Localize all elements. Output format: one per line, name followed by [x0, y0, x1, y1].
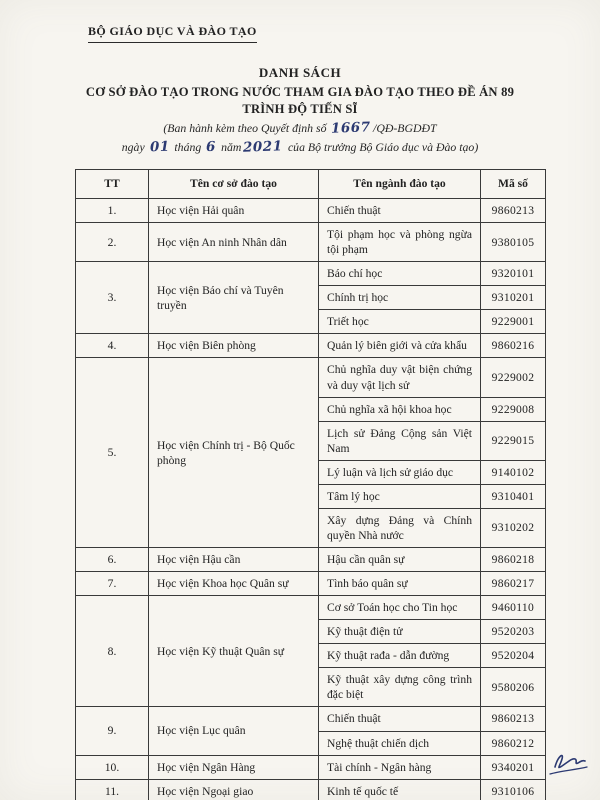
- tt-cell: 1.: [76, 199, 149, 223]
- tt-cell: 2.: [76, 223, 149, 262]
- handwritten-day: 01: [149, 138, 170, 156]
- institution-cell: Học viện An ninh Nhân dân: [149, 223, 319, 262]
- list-heading: DANH SÁCH: [258, 65, 342, 80]
- month-label: tháng: [174, 140, 202, 154]
- program-cell: Nghệ thuật chiến dịch: [319, 731, 481, 755]
- tt-cell: 11.: [76, 779, 149, 800]
- table-row: [76, 334, 546, 358]
- program-cell: Chủ nghĩa duy vật biện chứng và duy vật lịch sử: [319, 358, 481, 397]
- program-cell: Xây dựng Đảng và Chính quyền Nhà nước: [319, 508, 481, 547]
- column-header: Tên ngành đào tạo: [319, 170, 481, 199]
- table-row: [76, 755, 546, 779]
- program-cell: Kỹ thuật điện tử: [319, 620, 481, 644]
- tt-cell: 10.: [76, 755, 149, 779]
- document-title-line1: CƠ SỞ ĐÀO TẠO TRONG NƯỚC THAM GIA ĐÀO TẠO THEO ĐỀ ÁN 89: [85, 85, 515, 99]
- program-cell: Cơ sở Toán học cho Tin học: [319, 596, 481, 620]
- institution-cell: Học viện Hải quân: [149, 199, 319, 223]
- table-row: [76, 223, 546, 262]
- program-cell: Triết học: [319, 310, 481, 334]
- program-cell: Chiến thuật: [319, 199, 481, 223]
- programs-table: [75, 169, 546, 800]
- code-cell: 9860217: [481, 572, 546, 596]
- tt-cell: 3.: [76, 262, 149, 334]
- code-cell: 9340201: [481, 755, 546, 779]
- institution-cell: Học viện Biên phòng: [149, 334, 319, 358]
- institution-cell: Học viện Lục quân: [149, 707, 319, 755]
- institution-cell: Học viện Báo chí và Tuyên truyền: [149, 262, 319, 334]
- code-cell: 9229002: [481, 358, 546, 397]
- program-cell: Hậu cần quân sự: [319, 548, 481, 572]
- code-cell: 9460110: [481, 596, 546, 620]
- table-row: [76, 707, 546, 731]
- org-header: [88, 24, 572, 43]
- program-cell: Quản lý biên giới và cửa khẩu: [319, 334, 481, 358]
- program-cell: Tâm lý học: [319, 484, 481, 508]
- code-cell: 9520203: [481, 620, 546, 644]
- code-cell: 9310106: [481, 779, 546, 800]
- program-cell: Tài chính - Ngân hàng: [319, 755, 481, 779]
- institution-cell: Học viện Kỹ thuật Quân sự: [149, 596, 319, 707]
- code-cell: 9229001: [481, 310, 546, 334]
- institution-cell: Học viện Chính trị - Bộ Quốc phòng: [149, 358, 319, 548]
- code-cell: 9310202: [481, 508, 546, 547]
- table-row: [76, 596, 546, 620]
- code-cell: 9229015: [481, 421, 546, 460]
- program-cell: Lịch sử Đảng Cộng sản Việt Nam: [319, 421, 481, 460]
- institution-cell: Học viện Ngân Hàng: [149, 755, 319, 779]
- signature-paraph-icon: [547, 750, 589, 785]
- tt-cell: 4.: [76, 334, 149, 358]
- year-label: năm: [221, 140, 242, 154]
- code-cell: 9860213: [481, 707, 546, 731]
- document-title-line2: TRÌNH ĐỘ TIẾN SĨ: [242, 102, 358, 116]
- tt-cell: 5.: [76, 358, 149, 548]
- tt-cell: 6.: [76, 548, 149, 572]
- tt-cell: 8.: [76, 596, 149, 707]
- table-row: [76, 572, 546, 596]
- issuance-line1: [28, 120, 572, 136]
- issuance-line2: [28, 139, 572, 155]
- institution-cell: Học viện Ngoại giao: [149, 779, 319, 800]
- table-row: [76, 199, 546, 223]
- code-cell: 9320101: [481, 262, 546, 286]
- program-cell: Chiến thuật: [319, 707, 481, 731]
- program-cell: Kinh tế quốc tế: [319, 779, 481, 800]
- code-cell: 9860218: [481, 548, 546, 572]
- table-row: [76, 358, 546, 397]
- program-cell: Lý luận và lịch sử giáo dục: [319, 460, 481, 484]
- table-row: [76, 262, 546, 286]
- code-cell: 9310401: [481, 484, 546, 508]
- institution-cell: Học viện Hậu cần: [149, 548, 319, 572]
- institution-cell: Học viện Khoa học Quân sự: [149, 572, 319, 596]
- issuance-line2-suffix: của Bộ trưởng Bộ Giáo dục và Đào tạo): [287, 140, 479, 154]
- table-row: [76, 548, 546, 572]
- code-cell: 9860216: [481, 334, 546, 358]
- issuance-line1-prefix: (Ban hành kèm theo Quyết định số: [163, 121, 327, 135]
- handwritten-year: 2021: [243, 138, 284, 156]
- table-row: [76, 779, 546, 800]
- program-cell: Tình báo quân sự: [319, 572, 481, 596]
- day-label: ngày: [121, 140, 145, 154]
- table-head-row: [76, 170, 546, 199]
- code-cell: 9380105: [481, 223, 546, 262]
- program-cell: Tội phạm học và phòng ngừa tội phạm: [319, 223, 481, 262]
- code-cell: 9580206: [481, 668, 546, 707]
- tt-cell: 9.: [76, 707, 149, 755]
- code-cell: 9140102: [481, 460, 546, 484]
- program-cell: Kỹ thuật xây dựng công trình đặc biệt: [319, 668, 481, 707]
- column-header: Mã số: [481, 170, 546, 199]
- handwritten-decision-number: 1667: [331, 119, 372, 137]
- handwritten-month: 6: [205, 138, 217, 156]
- column-header: TT: [76, 170, 149, 199]
- program-cell: Chính trị học: [319, 286, 481, 310]
- program-cell: Chủ nghĩa xã hội khoa học: [319, 397, 481, 421]
- org-header-text: BỘ GIÁO DỤC VÀ ĐÀO TẠO: [88, 24, 257, 43]
- program-cell: Báo chí học: [319, 262, 481, 286]
- code-cell: 9229008: [481, 397, 546, 421]
- code-cell: 9520204: [481, 644, 546, 668]
- program-cell: Kỹ thuật rađa - dẫn đường: [319, 644, 481, 668]
- column-header: Tên cơ sở đào tạo: [149, 170, 319, 199]
- code-cell: 9860212: [481, 731, 546, 755]
- code-cell: 9310201: [481, 286, 546, 310]
- tt-cell: 7.: [76, 572, 149, 596]
- code-cell: 9860213: [481, 199, 546, 223]
- issuance-line1-suffix: /QĐ-BGDĐT: [373, 121, 437, 135]
